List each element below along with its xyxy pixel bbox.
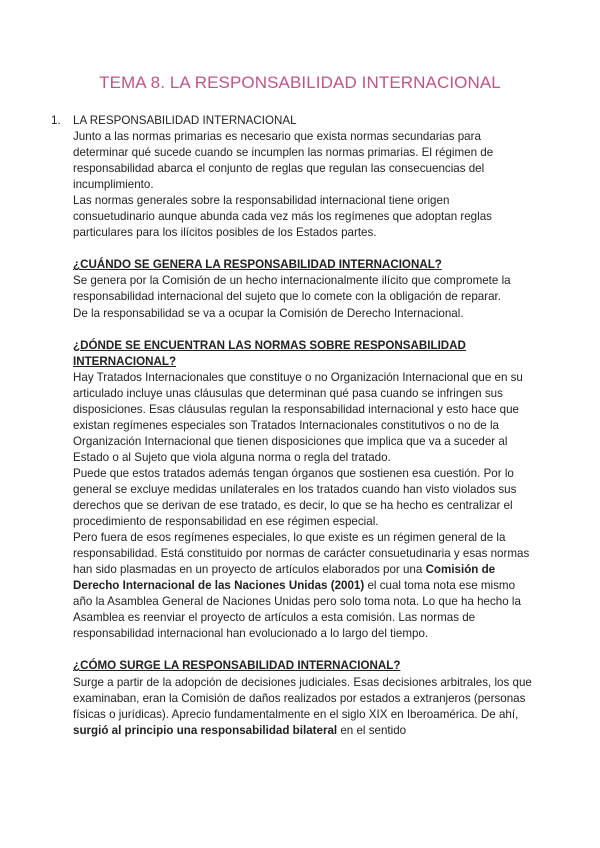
page-title: TEMA 8. LA RESPONSABILIDAD INTERNACIONAL (99, 73, 501, 92)
question-where (73, 338, 533, 643)
paragraph (73, 675, 533, 739)
section-number: 1. (51, 114, 61, 127)
paragraph: Hay Tratados Internacionales que constituye o no Organización Internacional que en su articulado incluye unas cláusulas que determinan qué pasa cuando se infringen sus disposiciones. Esas cláusulas regulan la responsabilidad internacional y esto hace que existan regímenes especiales son Tratados Internacionales constitutivos o no de la Organización Internacional que tienen disposiciones que implica que va a suceder al Estado o al Sujeto que viola alguna norma o regla del tratado. (73, 370, 523, 464)
bold-text: Comisión de Derecho Internacional de las Naciones Unidas (2001) (73, 563, 496, 593)
question-heading: ¿CUÁNDO SE GENERA LA RESPONSABILIDAD INTERNACIONAL? (73, 258, 442, 272)
text-run: Surge a partir de la adopción de decisiones judiciales. Esas decisiones arbitrales, los que examinaban, eran la Comisión de daños realizados por estados a extranjeros (personas físicas o jurídicas). Aprecio fundamentalmente en el siglo XIX en Iberoamérica. De ahí, (73, 675, 532, 721)
text-run: Pero fuera de esos regímenes especiales, lo que existe es un régimen general de la responsabilidad. Está constituido por normas de carácter consuetudinaria y esas normas han sido plasmadas en un proyecto de artículos elaborados por una (73, 531, 530, 577)
document-body (51, 113, 533, 739)
question-when (73, 257, 533, 321)
paragraph: Junto a las normas primarias es necesario que exista normas secundarias para determinar qué sucede cuando se incumplen las normas primarias. El régimen de responsabilidad abarca el conjunto de reglas que regulan las consecuencias del incumplimiento. (73, 130, 494, 192)
paragraph: De la responsabilidad se va a ocupar la Comisión de Derecho Internacional. (73, 306, 464, 320)
section-1 (51, 113, 533, 241)
bold-text: surgió al principio una responsabilidad bilateral (73, 723, 338, 737)
text-run: el cual toma nota ese mismo año la Asamblea General de Naciones Unidas pero solo toma nota. Lo que ha hecho la Asamblea es reenviar el proyecto de artículos a esta comisión. Las normas de responsabilidad internacional han evolucionado a lo largo del tiempo. (73, 579, 521, 641)
text-run: en el sentido (337, 723, 407, 737)
paragraph: Se genera por la Comisión de un hecho internacionalmente ilícito que compromete la responsabilidad internacional del sujeto que lo comete con la obligación de reparar. (73, 274, 511, 304)
section-heading: LA RESPONSABILIDAD INTERNACIONAL (73, 114, 297, 127)
paragraph: Las normas generales sobre la responsabilidad internacional tiene origen consuetudinario aunque abunda cada vez más los regímenes que adoptan reglas particulares para los ilícitos posibles de los Estados partes. (73, 194, 492, 240)
question-heading: ¿DÓNDE SE ENCUENTRAN LAS NORMAS SOBRE RESPONSABILIDAD INTERNACIONAL? (73, 338, 466, 368)
question-heading: ¿CÓMO SURGE LA RESPONSABILIDAD INTERNACIONAL? (73, 659, 401, 673)
question-how (73, 658, 533, 738)
paragraph (73, 530, 533, 642)
paragraph: Puede que estos tratados además tengan órganos que sostienen esa cuestión. Por lo general se excluye medidas unilaterales en los tratados cuando han visto violados sus derechos que se derivan de ese tratado, es decir, lo que se ha hecho es centralizar el procedimiento de responsabilidad en ese régimen especial. (73, 466, 517, 529)
